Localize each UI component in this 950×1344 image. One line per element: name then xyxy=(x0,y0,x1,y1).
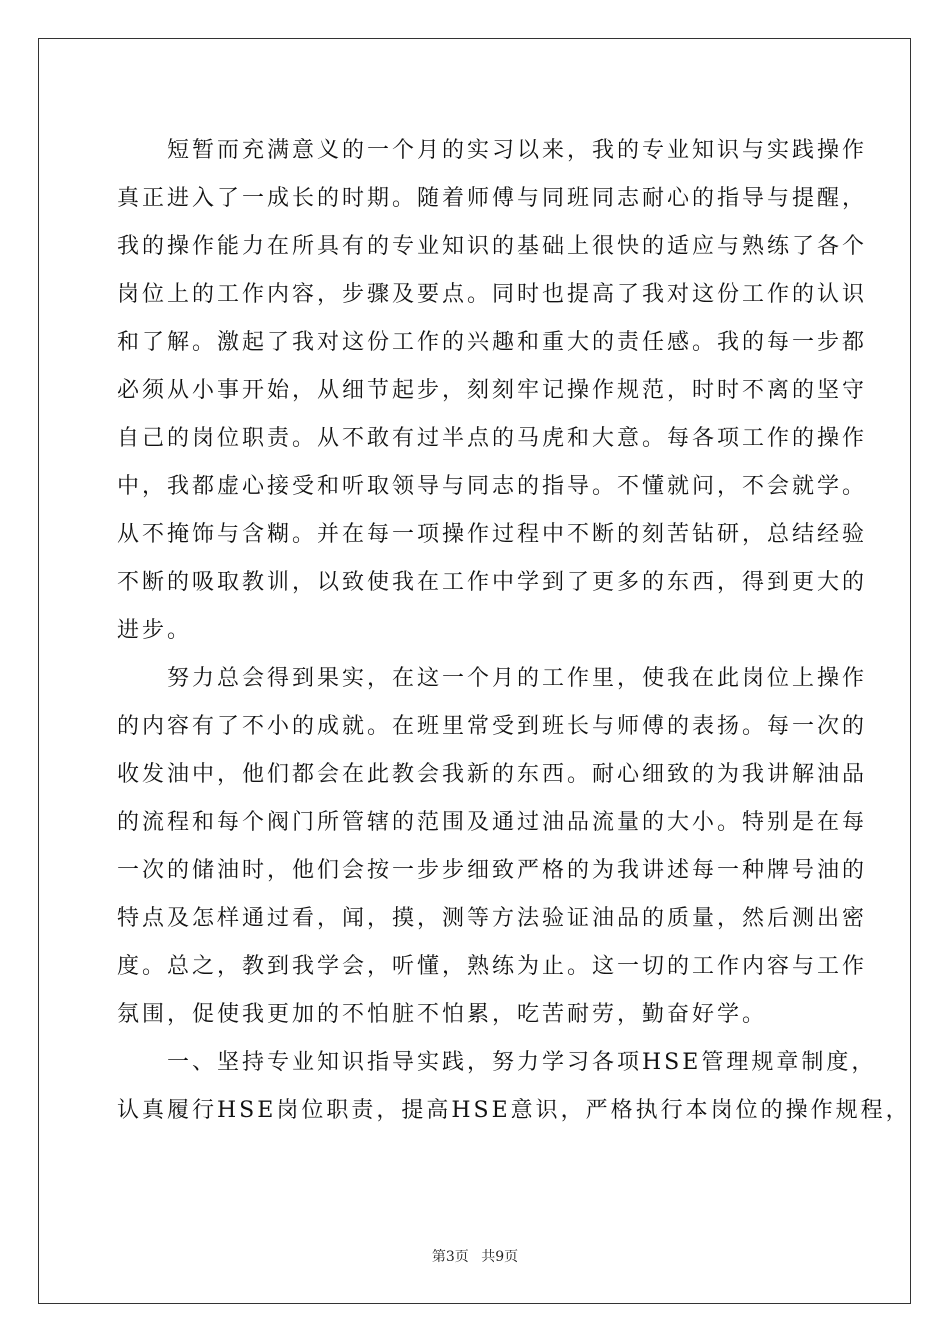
text-line: 努力总会得到果实，在这一个月的工作里，使我在此岗位上操作 xyxy=(117,666,868,691)
text-line: 从不掩饰与含糊。并在每一项操作过程中不断的刻苦钻研，总结经验 xyxy=(117,522,868,547)
text-line: 自己的岗位职责。从不敢有过半点的马虎和大意。每各项工作的操作 xyxy=(117,426,868,451)
text-line: 一、坚持专业知识指导实践，努力学习各项HSE管理规章制度， xyxy=(117,1050,877,1075)
text-line: 的内容有了不小的成就。在班里常受到班长与师傅的表扬。每一次的 xyxy=(117,714,868,739)
text-line: 真正进入了一成长的时期。随着师傅与同班同志耐心的指导与提醒， xyxy=(117,186,868,211)
text-line: 进步。 xyxy=(117,618,193,643)
text-line: 中，我都虚心接受和听取领导与同志的指导。不懂就问，不会就学。 xyxy=(117,474,868,499)
text-line: 认真履行HSE岗位职责，提高HSE意识，严格执行本岗位的操作规程， xyxy=(117,1098,911,1123)
text-line: 一次的储油时，他们会按一步步细致严格的为我讲述每一种牌号油的 xyxy=(117,858,868,883)
text-line: 和了解。激起了我对这份工作的兴趣和重大的责任感。我的每一步都 xyxy=(117,330,868,355)
text-line: 氛围，促使我更加的不怕脏不怕累，吃苦耐劳，勤奋好学。 xyxy=(117,1002,768,1027)
page-number-total: 共9页 xyxy=(481,1249,519,1265)
text-line: 度。总之，教到我学会，听懂，熟练为止。这一切的工作内容与工作 xyxy=(117,954,868,979)
text-line: 的流程和每个阀门所管辖的范围及通过油品流量的大小。特别是在每 xyxy=(117,810,868,835)
page-number-current: 第3页 xyxy=(431,1249,469,1265)
text-line: 岗位上的工作内容，步骤及要点。同时也提高了我对这份工作的认识 xyxy=(117,282,868,307)
text-line: 我的操作能力在所具有的专业知识的基础上很快的适应与熟练了各个 xyxy=(117,234,868,259)
document-body xyxy=(117,127,911,1135)
text-line: 必须从小事开始，从细节起步，刻刻牢记操作规范，时时不离的坚守 xyxy=(117,378,868,403)
page-footer xyxy=(0,1246,950,1266)
text-line: 不断的吸取教训，以致使我在工作中学到了更多的东西，得到更大的 xyxy=(117,570,868,595)
text-line: 收发油中，他们都会在此教会我新的东西。耐心细致的为我讲解油品 xyxy=(117,762,868,787)
text-line: 短暂而充满意义的一个月的实习以来，我的专业知识与实践操作 xyxy=(117,138,868,163)
text-line: 特点及怎样通过看，闻，摸，测等方法验证油品的质量，然后测出密 xyxy=(117,906,868,931)
